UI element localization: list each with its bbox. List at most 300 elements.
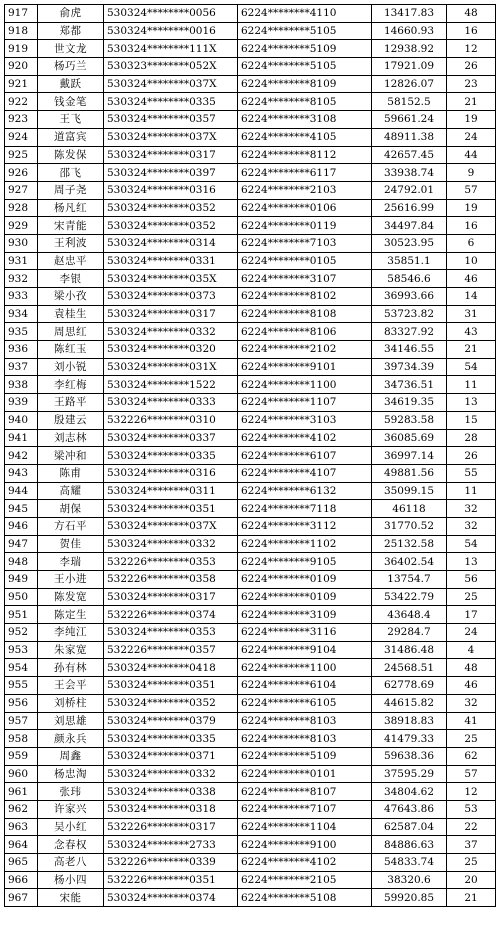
id-card-number-cell: 530324********0332: [104, 535, 238, 553]
amount-cell: 36997.14: [372, 447, 447, 465]
count-cell: 48: [447, 659, 496, 677]
table-row: [5, 305, 496, 323]
amount-cell: 59283.58: [372, 411, 447, 429]
name-cell: 钱金笔: [38, 93, 104, 111]
table-row: [5, 234, 496, 252]
name-cell: 朱家宽: [38, 641, 104, 659]
name-cell: 陈定生: [38, 606, 104, 624]
id-card-number-cell: 532226********0358: [104, 571, 238, 589]
bank-card-number-cell: 6224********0105: [238, 252, 372, 270]
amount-cell: 34619.35: [372, 394, 447, 412]
id-card-number-cell: 532226********0310: [104, 411, 238, 429]
id-card-number-cell: 530324********0397: [104, 164, 238, 182]
name-cell: 王飞: [38, 111, 104, 129]
id-card-number-cell: 530324********0379: [104, 712, 238, 730]
bank-card-number-cell: 6224********4102: [238, 854, 372, 872]
count-cell: 12: [447, 40, 496, 58]
amount-cell: 83327.92: [372, 323, 447, 341]
id-card-number-cell: 530324********0311: [104, 482, 238, 500]
count-cell: 21: [447, 93, 496, 111]
id-card-number-cell: 530324********037X: [104, 517, 238, 535]
row-number-cell: 942: [5, 447, 38, 465]
name-cell: 郑都: [38, 22, 104, 40]
name-cell: 袁桂生: [38, 305, 104, 323]
bank-card-number-cell: 6224********4110: [238, 5, 372, 23]
name-cell: 杨凡红: [38, 199, 104, 217]
bank-card-number-cell: 6224********0106: [238, 199, 372, 217]
bank-card-number-cell: 6224********8107: [238, 783, 372, 801]
table-row: [5, 854, 496, 872]
name-cell: 世文龙: [38, 40, 104, 58]
count-cell: 24: [447, 128, 496, 146]
count-cell: 25: [447, 588, 496, 606]
row-number-cell: 947: [5, 535, 38, 553]
amount-cell: 59638.36: [372, 747, 447, 765]
bank-card-number-cell: 6224********3112: [238, 517, 372, 535]
count-cell: 54: [447, 535, 496, 553]
row-number-cell: 927: [5, 181, 38, 199]
row-number-cell: 945: [5, 500, 38, 518]
amount-cell: 33938.74: [372, 164, 447, 182]
count-cell: 4: [447, 641, 496, 659]
name-cell: 宋青能: [38, 217, 104, 235]
bank-card-number-cell: 6224********8105: [238, 93, 372, 111]
table-row: [5, 128, 496, 146]
name-cell: 陈甫: [38, 464, 104, 482]
id-card-number-cell: 530324********0337: [104, 429, 238, 447]
count-cell: 12: [447, 783, 496, 801]
table-row: [5, 571, 496, 589]
table-row: [5, 712, 496, 730]
amount-cell: 36085.69: [372, 429, 447, 447]
amount-cell: 35099.15: [372, 482, 447, 500]
table-row: [5, 288, 496, 306]
count-cell: 44: [447, 146, 496, 164]
count-cell: 6: [447, 234, 496, 252]
row-number-cell: 963: [5, 818, 38, 836]
name-cell: 邵飞: [38, 164, 104, 182]
row-number-cell: 934: [5, 305, 38, 323]
table-row: [5, 40, 496, 58]
id-card-number-cell: 530324********0352: [104, 217, 238, 235]
row-number-cell: 948: [5, 553, 38, 571]
table-row: [5, 730, 496, 748]
row-number-cell: 921: [5, 75, 38, 93]
amount-cell: 31486.48: [372, 641, 447, 659]
bank-card-number-cell: 6224********8112: [238, 146, 372, 164]
amount-cell: 47643.86: [372, 800, 447, 818]
id-card-number-cell: 530324********0314: [104, 234, 238, 252]
amount-cell: 35851.1: [372, 252, 447, 270]
bank-card-number-cell: 6224********9104: [238, 641, 372, 659]
name-cell: 李纯江: [38, 624, 104, 642]
count-cell: 10: [447, 252, 496, 270]
roster-table: [4, 4, 496, 907]
bank-card-number-cell: 6224********6132: [238, 482, 372, 500]
count-cell: 17: [447, 606, 496, 624]
amount-cell: 59920.85: [372, 889, 447, 907]
row-number-cell: 939: [5, 394, 38, 412]
row-number-cell: 949: [5, 571, 38, 589]
row-number-cell: 924: [5, 128, 38, 146]
bank-card-number-cell: 6224********7118: [238, 500, 372, 518]
id-card-number-cell: 530324********0332: [104, 765, 238, 783]
table-row: [5, 694, 496, 712]
id-card-number-cell: 530324********0371: [104, 747, 238, 765]
row-number-cell: 955: [5, 677, 38, 695]
row-number-cell: 958: [5, 730, 38, 748]
name-cell: 王小进: [38, 571, 104, 589]
amount-cell: 13754.7: [372, 571, 447, 589]
bank-card-number-cell: 6224********2103: [238, 181, 372, 199]
id-card-number-cell: 530324********0353: [104, 624, 238, 642]
table-row: [5, 659, 496, 677]
row-number-cell: 920: [5, 58, 38, 76]
id-card-number-cell: 532226********0339: [104, 854, 238, 872]
row-number-cell: 940: [5, 411, 38, 429]
id-card-number-cell: 530324********0317: [104, 305, 238, 323]
amount-cell: 25132.58: [372, 535, 447, 553]
name-cell: 刘思雄: [38, 712, 104, 730]
name-cell: 宋能: [38, 889, 104, 907]
row-number-cell: 957: [5, 712, 38, 730]
table-row: [5, 553, 496, 571]
name-cell: 赵忠平: [38, 252, 104, 270]
id-card-number-cell: 530324********0373: [104, 288, 238, 306]
amount-cell: 44615.82: [372, 694, 447, 712]
bank-card-number-cell: 6224********2102: [238, 341, 372, 359]
row-number-cell: 935: [5, 323, 38, 341]
id-card-number-cell: 530324********2733: [104, 836, 238, 854]
table-row: [5, 482, 496, 500]
name-cell: 胡保: [38, 500, 104, 518]
bank-card-number-cell: 6224********9101: [238, 358, 372, 376]
bank-card-number-cell: 6224********9100: [238, 836, 372, 854]
amount-cell: 24792.01: [372, 181, 447, 199]
count-cell: 37: [447, 836, 496, 854]
id-card-number-cell: 530324********0351: [104, 500, 238, 518]
name-cell: 陈发宽: [38, 588, 104, 606]
bank-card-number-cell: 6224********5109: [238, 747, 372, 765]
count-cell: 48: [447, 5, 496, 23]
table-row: [5, 323, 496, 341]
table-row: [5, 624, 496, 642]
count-cell: 54: [447, 358, 496, 376]
amount-cell: 34804.62: [372, 783, 447, 801]
count-cell: 11: [447, 376, 496, 394]
name-cell: 戴跃: [38, 75, 104, 93]
amount-cell: 34146.55: [372, 341, 447, 359]
bank-card-number-cell: 6224********0101: [238, 765, 372, 783]
row-number-cell: 959: [5, 747, 38, 765]
name-cell: 颜永兵: [38, 730, 104, 748]
name-cell: 梁冲和: [38, 447, 104, 465]
id-card-number-cell: 530324********111X: [104, 40, 238, 58]
id-card-number-cell: 530324********0316: [104, 464, 238, 482]
row-number-cell: 960: [5, 765, 38, 783]
id-card-number-cell: 530324********0335: [104, 447, 238, 465]
amount-cell: 59661.24: [372, 111, 447, 129]
id-card-number-cell: 530324********0332: [104, 323, 238, 341]
count-cell: 13: [447, 394, 496, 412]
bank-card-number-cell: 6224********4102: [238, 429, 372, 447]
table-row: [5, 111, 496, 129]
bank-card-number-cell: 6224********5109: [238, 40, 372, 58]
id-card-number-cell: 532226********0351: [104, 871, 238, 889]
table-row: [5, 376, 496, 394]
bank-card-number-cell: 6224********8103: [238, 730, 372, 748]
count-cell: 56: [447, 571, 496, 589]
name-cell: 梁小孜: [38, 288, 104, 306]
table-row: [5, 765, 496, 783]
id-card-number-cell: 532226********0353: [104, 553, 238, 571]
count-cell: 15: [447, 411, 496, 429]
count-cell: 16: [447, 22, 496, 40]
table-row: [5, 588, 496, 606]
row-number-cell: 950: [5, 588, 38, 606]
bank-card-number-cell: 6224********4105: [238, 128, 372, 146]
amount-cell: 12938.92: [372, 40, 447, 58]
amount-cell: 31770.52: [372, 517, 447, 535]
bank-card-number-cell: 6224********8103: [238, 712, 372, 730]
bank-card-number-cell: 6224********5105: [238, 22, 372, 40]
table-row: [5, 22, 496, 40]
bank-card-number-cell: 6224********0109: [238, 588, 372, 606]
row-number-cell: 918: [5, 22, 38, 40]
count-cell: 53: [447, 800, 496, 818]
bank-card-number-cell: 6224********3107: [238, 270, 372, 288]
table-row: [5, 447, 496, 465]
name-cell: 李银: [38, 270, 104, 288]
amount-cell: 46118: [372, 500, 447, 518]
name-cell: 周子尧: [38, 181, 104, 199]
id-card-number-cell: 532226********0317: [104, 818, 238, 836]
bank-card-number-cell: 6224********6104: [238, 677, 372, 695]
count-cell: 57: [447, 765, 496, 783]
row-number-cell: 952: [5, 624, 38, 642]
row-number-cell: 956: [5, 694, 38, 712]
amount-cell: 34736.51: [372, 376, 447, 394]
table-row: [5, 535, 496, 553]
count-cell: 13: [447, 553, 496, 571]
bank-card-number-cell: 6224********1104: [238, 818, 372, 836]
id-card-number-cell: 530324********1522: [104, 376, 238, 394]
bank-card-number-cell: 6224********7103: [238, 234, 372, 252]
bank-card-number-cell: 6224********5108: [238, 889, 372, 907]
bank-card-number-cell: 6224********6105: [238, 694, 372, 712]
bank-card-number-cell: 6224********0119: [238, 217, 372, 235]
bank-card-number-cell: 6224********8106: [238, 323, 372, 341]
count-cell: 14: [447, 288, 496, 306]
name-cell: 念春权: [38, 836, 104, 854]
id-card-number-cell: 530324********0320: [104, 341, 238, 359]
bank-card-number-cell: 6224********3116: [238, 624, 372, 642]
bank-card-number-cell: 6224********6117: [238, 164, 372, 182]
count-cell: 11: [447, 482, 496, 500]
count-cell: 25: [447, 730, 496, 748]
id-card-number-cell: 530324********0317: [104, 588, 238, 606]
id-card-number-cell: 530324********037X: [104, 128, 238, 146]
amount-cell: 38320.6: [372, 871, 447, 889]
table-row: [5, 464, 496, 482]
bank-card-number-cell: 6224********1100: [238, 659, 372, 677]
id-card-number-cell: 530324********0352: [104, 199, 238, 217]
row-number-cell: 964: [5, 836, 38, 854]
amount-cell: 49881.56: [372, 464, 447, 482]
bank-card-number-cell: 6224********9105: [238, 553, 372, 571]
id-card-number-cell: 530324********0335: [104, 730, 238, 748]
id-card-number-cell: 530324********0331: [104, 252, 238, 270]
table-row: [5, 164, 496, 182]
id-card-number-cell: 530324********0317: [104, 146, 238, 164]
count-cell: 57: [447, 181, 496, 199]
table-row: [5, 199, 496, 217]
table-row: [5, 836, 496, 854]
table-row: [5, 429, 496, 447]
name-cell: 刘桥柱: [38, 694, 104, 712]
roster-table-body: [5, 5, 496, 907]
count-cell: 20: [447, 871, 496, 889]
count-cell: 26: [447, 447, 496, 465]
table-row: [5, 217, 496, 235]
table-row: [5, 889, 496, 907]
table-row: [5, 252, 496, 270]
table-row: [5, 411, 496, 429]
row-number-cell: 923: [5, 111, 38, 129]
name-cell: 殷建云: [38, 411, 104, 429]
row-number-cell: 919: [5, 40, 38, 58]
amount-cell: 53422.79: [372, 588, 447, 606]
amount-cell: 30523.95: [372, 234, 447, 252]
row-number-cell: 932: [5, 270, 38, 288]
row-number-cell: 943: [5, 464, 38, 482]
id-card-number-cell: 530324********0357: [104, 111, 238, 129]
name-cell: 杨忠淘: [38, 765, 104, 783]
table-row: [5, 517, 496, 535]
table-row: [5, 800, 496, 818]
id-card-number-cell: 530324********0316: [104, 181, 238, 199]
table-row: [5, 358, 496, 376]
count-cell: 28: [447, 429, 496, 447]
count-cell: 32: [447, 517, 496, 535]
id-card-number-cell: 530324********035X: [104, 270, 238, 288]
row-number-cell: 966: [5, 871, 38, 889]
table-row: [5, 93, 496, 111]
count-cell: 9: [447, 164, 496, 182]
bank-card-number-cell: 6224********6107: [238, 447, 372, 465]
bank-card-number-cell: 6224********4107: [238, 464, 372, 482]
amount-cell: 39734.39: [372, 358, 447, 376]
bank-card-number-cell: 6224********1107: [238, 394, 372, 412]
row-number-cell: 928: [5, 199, 38, 217]
amount-cell: 25616.99: [372, 199, 447, 217]
count-cell: 32: [447, 500, 496, 518]
name-cell: 王利波: [38, 234, 104, 252]
table-row: [5, 181, 496, 199]
amount-cell: 37595.29: [372, 765, 447, 783]
row-number-cell: 965: [5, 854, 38, 872]
id-card-number-cell: 530324********031X: [104, 358, 238, 376]
count-cell: 23: [447, 75, 496, 93]
row-number-cell: 938: [5, 376, 38, 394]
count-cell: 41: [447, 712, 496, 730]
count-cell: 24: [447, 624, 496, 642]
count-cell: 22: [447, 818, 496, 836]
count-cell: 25: [447, 854, 496, 872]
name-cell: 杨巧兰: [38, 58, 104, 76]
name-cell: 刘小锐: [38, 358, 104, 376]
count-cell: 46: [447, 270, 496, 288]
name-cell: 吴小红: [38, 818, 104, 836]
count-cell: 43: [447, 323, 496, 341]
row-number-cell: 926: [5, 164, 38, 182]
name-cell: 高老八: [38, 854, 104, 872]
bank-card-number-cell: 6224********0109: [238, 571, 372, 589]
row-number-cell: 933: [5, 288, 38, 306]
row-number-cell: 953: [5, 641, 38, 659]
row-number-cell: 951: [5, 606, 38, 624]
name-cell: 道富宾: [38, 128, 104, 146]
bank-card-number-cell: 6224********8108: [238, 305, 372, 323]
table-row: [5, 818, 496, 836]
name-cell: 贺佳: [38, 535, 104, 553]
amount-cell: 54833.74: [372, 854, 447, 872]
table-row: [5, 341, 496, 359]
row-number-cell: 929: [5, 217, 38, 235]
amount-cell: 62587.04: [372, 818, 447, 836]
id-card-number-cell: 530324********0016: [104, 22, 238, 40]
id-card-number-cell: 530323********052X: [104, 58, 238, 76]
name-cell: 杨小四: [38, 871, 104, 889]
name-cell: 俞虎: [38, 5, 104, 23]
bank-card-number-cell: 6224********5105: [238, 58, 372, 76]
count-cell: 19: [447, 111, 496, 129]
amount-cell: 42657.45: [372, 146, 447, 164]
amount-cell: 29284.7: [372, 624, 447, 642]
id-card-number-cell: 530324********0335: [104, 93, 238, 111]
table-row: [5, 747, 496, 765]
amount-cell: 24568.51: [372, 659, 447, 677]
table-row: [5, 75, 496, 93]
name-cell: 王路平: [38, 394, 104, 412]
count-cell: 32: [447, 694, 496, 712]
name-cell: 王会平: [38, 677, 104, 695]
id-card-number-cell: 530324********0351: [104, 677, 238, 695]
table-row: [5, 871, 496, 889]
table-row: [5, 270, 496, 288]
name-cell: 周思红: [38, 323, 104, 341]
row-number-cell: 922: [5, 93, 38, 111]
bank-card-number-cell: 6224********8109: [238, 75, 372, 93]
name-cell: 方石平: [38, 517, 104, 535]
id-card-number-cell: 532226********0374: [104, 606, 238, 624]
row-number-cell: 930: [5, 234, 38, 252]
bank-card-number-cell: 6224********8102: [238, 288, 372, 306]
count-cell: 16: [447, 217, 496, 235]
id-card-number-cell: 530324********0056: [104, 5, 238, 23]
amount-cell: 12826.07: [372, 75, 447, 93]
amount-cell: 43648.4: [372, 606, 447, 624]
row-number-cell: 941: [5, 429, 38, 447]
name-cell: 许家兴: [38, 800, 104, 818]
name-cell: 高耀: [38, 482, 104, 500]
row-number-cell: 962: [5, 800, 38, 818]
name-cell: 李瑞: [38, 553, 104, 571]
amount-cell: 58546.6: [372, 270, 447, 288]
id-card-number-cell: 530324********0333: [104, 394, 238, 412]
row-number-cell: 937: [5, 358, 38, 376]
bank-card-number-cell: 6224********1100: [238, 376, 372, 394]
